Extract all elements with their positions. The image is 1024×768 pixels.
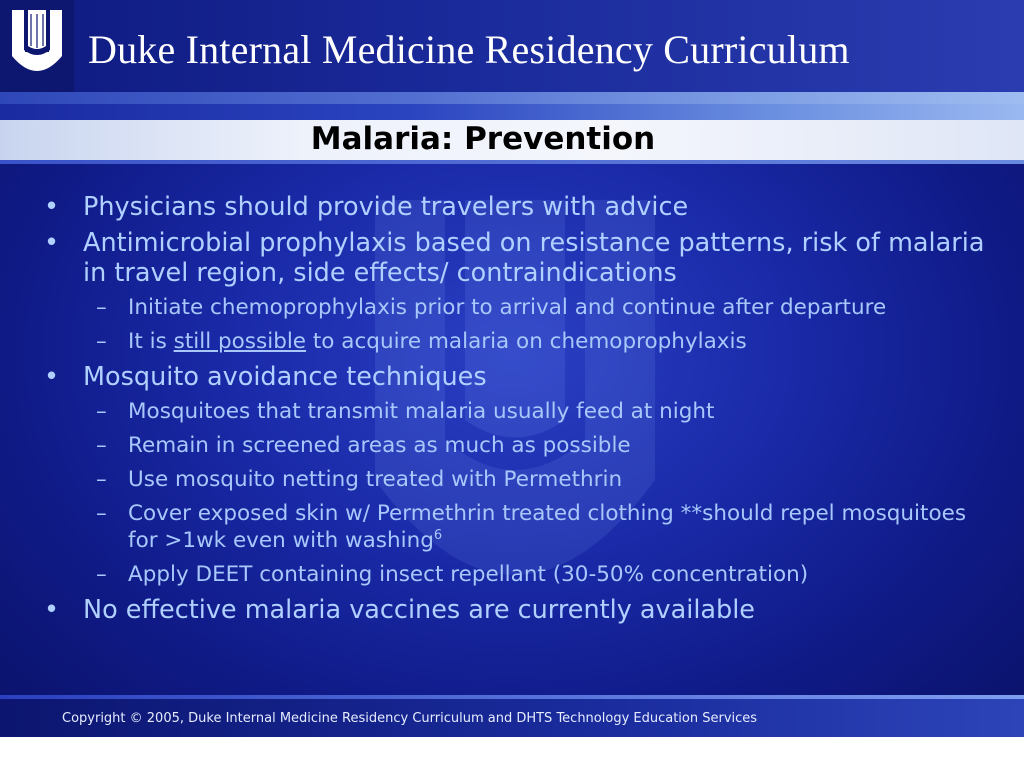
list-item bbox=[44, 595, 994, 625]
bullet-list bbox=[44, 192, 994, 631]
title-divider bbox=[0, 160, 1024, 164]
dash-marker: – bbox=[96, 562, 107, 587]
dash-marker: – bbox=[96, 399, 107, 424]
sub-bullet-text: Cover exposed skin w/ Permethrin treated clothing **should repel mosquitoes for >1wk even with washing bbox=[128, 501, 967, 553]
dash-marker: – bbox=[96, 329, 107, 354]
bullet-marker: • bbox=[44, 192, 60, 222]
sub-list-item bbox=[44, 561, 994, 588]
header-stripe bbox=[0, 92, 1024, 120]
sub-bullet-text: Apply DEET containing insect repellant (30-50% concentration) bbox=[128, 562, 809, 587]
slide-title: Malaria: Prevention bbox=[310, 121, 656, 157]
bullet-marker: • bbox=[44, 595, 60, 625]
sub-list-item bbox=[44, 432, 994, 459]
dash-marker: – bbox=[96, 467, 107, 492]
dash-marker: – bbox=[96, 501, 107, 526]
list-item bbox=[44, 228, 994, 288]
sub-bullet-text: Initiate chemoprophylaxis prior to arrival and continue after departure bbox=[128, 295, 887, 320]
dash-marker: – bbox=[96, 433, 107, 458]
sub-bullet-text: Remain in screened areas as much as possible bbox=[128, 433, 631, 458]
sub-list-item bbox=[44, 500, 994, 554]
sub-bullet-text: Use mosquito netting treated with Permethrin bbox=[128, 467, 623, 492]
sub-bullet-text: It is bbox=[128, 329, 174, 354]
sub-list-item bbox=[44, 294, 994, 321]
copyright-text: Copyright © 2005, Duke Internal Medicine Residency Curriculum and DHTS Technology Education Services bbox=[62, 711, 758, 726]
sub-list-item bbox=[44, 398, 994, 425]
bullet-text: No effective malaria vaccines are currently available bbox=[83, 595, 755, 625]
bullet-text: Antimicrobial prophylaxis based on resistance patterns, risk of malaria in travel region, side effects/ contraindications bbox=[83, 228, 985, 288]
sub-bullet-text: Mosquitoes that transmit malaria usually feed at night bbox=[128, 399, 715, 424]
footnote-ref: 6 bbox=[433, 527, 443, 543]
list-item bbox=[44, 362, 994, 392]
logo bbox=[0, 0, 74, 92]
bullet-marker: • bbox=[44, 362, 60, 392]
duke-shield-logo-icon bbox=[8, 6, 66, 86]
header-title: Duke Internal Medicine Residency Curriculum bbox=[88, 27, 850, 72]
underlined-text: still possible bbox=[173, 329, 307, 354]
bullet-text: Mosquito avoidance techniques bbox=[83, 362, 487, 392]
bullet-marker: • bbox=[44, 228, 60, 258]
list-item bbox=[44, 192, 994, 222]
sub-list-item bbox=[44, 466, 994, 493]
sub-list-item bbox=[44, 328, 994, 355]
dash-marker: – bbox=[96, 295, 107, 320]
bullet-text: Physicians should provide travelers with advice bbox=[83, 192, 689, 222]
sub-bullet-text: to acquire malaria on chemoprophylaxis bbox=[306, 329, 747, 354]
